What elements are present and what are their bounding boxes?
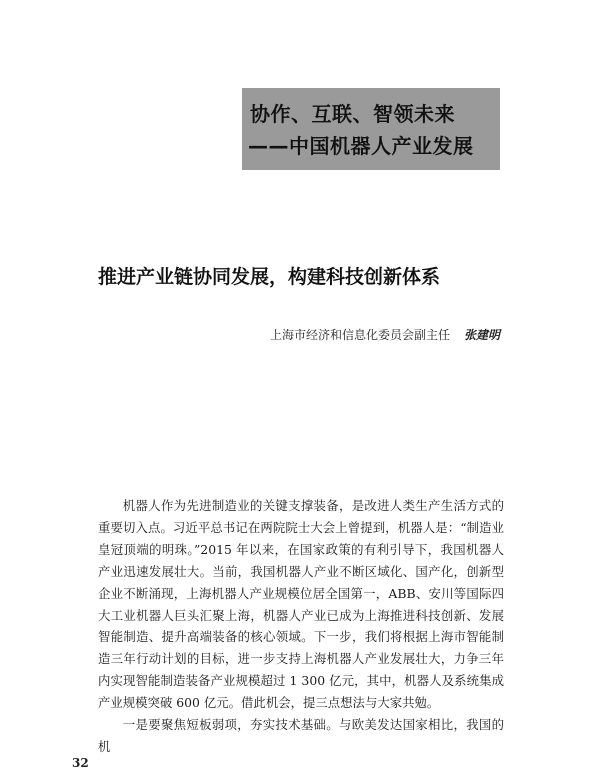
body-paragraph: 一是要聚焦短板弱项，夯实技术基础。与欧美发达国家相比，我国的机 <box>98 717 504 754</box>
article-title: 推进产业链协同发展，构建科技创新体系 <box>98 266 441 288</box>
byline <box>270 326 500 343</box>
byline-author: 张建明 <box>464 328 501 342</box>
byline-affiliation: 上海市经济和信息化委员会副主任 <box>270 328 451 342</box>
page-number: 32 <box>72 756 89 770</box>
section-banner-line2: ——中国机器人产业发展 <box>248 134 474 158</box>
article-body <box>98 495 504 758</box>
section-banner-line1: 协作、互联、智领未来 <box>250 102 455 126</box>
body-paragraph: 机器人作为先进制造业的关键支撑装备，是改进人类生产生活方式的重要切入点。习近平总书记在两院院士大会上曾提到，机器人是：“制造业皇冠顶端的明珠。”2015 年以来，在国家政策的有利引导下，我国机器人产业迅速发展壮大。当前，我国机器人产业不断区域化、国产化，创新型企业不断涌现，上海机器人产业规模位居全国第一，ABB、安川等国际四大工业机器人巨头汇聚上海，机器人产业已成为上海推进科技创新、发展智能制造、提升高端装备的核心领域。下一步，我们将根据上海市智能制造三年行动计划的目标，进一步支持上海机器人产业发展壮大，力争三年内实现智能制造装备产业规模超过 1 300 亿元，其中，机器人及系统集成产业规模突破 600 亿元。借此机会，提三点想法与大家共勉。 <box>98 498 504 711</box>
